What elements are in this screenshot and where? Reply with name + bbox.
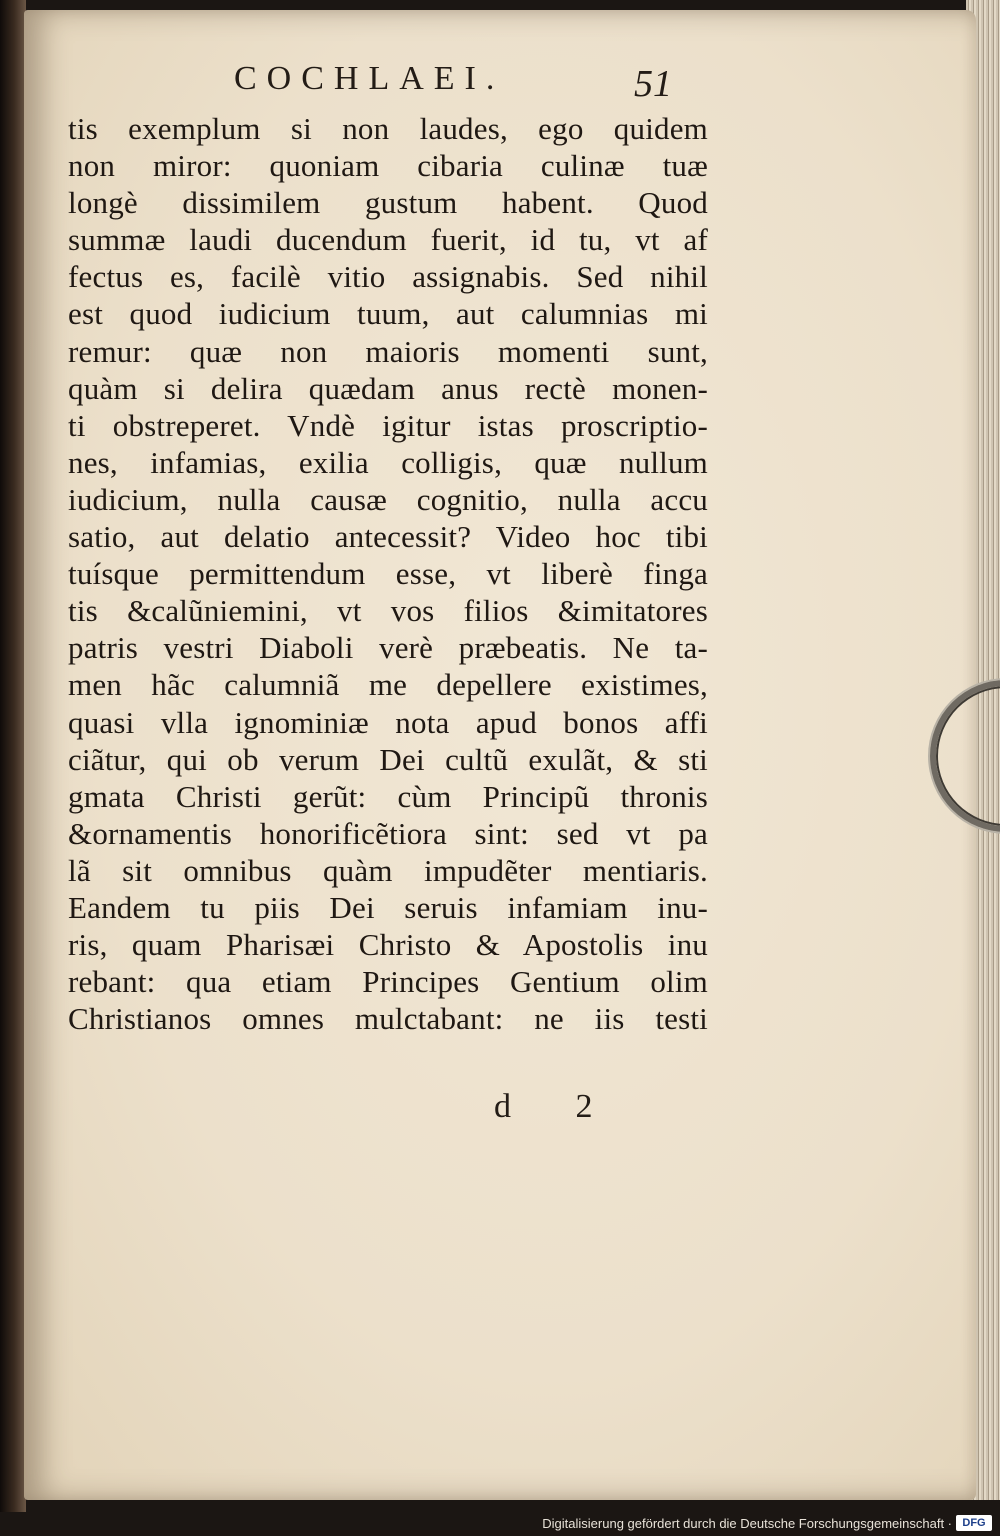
text-line: est quod iudicium tuum, aut calumnias mi [68, 296, 708, 332]
dfg-logo: DFG [956, 1515, 992, 1531]
signature-mark: d 2 [494, 1088, 621, 1125]
footer-bar [0, 1512, 1000, 1536]
text-line: iudicium, nulla causæ cognitio, nulla accu [68, 481, 708, 517]
text-line: ti obstreperet. Vndè igitur istas proscriptio- [68, 407, 708, 443]
page-number: 51 [634, 63, 672, 105]
text-line: tis exemplum si non laudes, ego quidem [68, 111, 708, 146]
text-line: patris vestri Diaboli verè præbeatis. Ne ta- [68, 630, 708, 666]
text-line: nes, infamias, exilia colligis, quæ nullum [68, 444, 708, 480]
text-line: tis &calũniemini, vt vos filios &imitatores [68, 593, 708, 629]
book-spine [0, 0, 26, 1536]
text-line: Christianos omnes mulctabant: ne iis testi [68, 1001, 708, 1037]
text-line: quasi vlla ignominiæ nota apud bonos affi [68, 704, 708, 740]
text-line: remur: quæ non maioris momenti sunt, [68, 333, 708, 369]
text-line: longè dissimilem gustum habent. Quod [68, 185, 708, 221]
footer-credit: Digitalisierung gefördert durch die Deutsche Forschungsgemeinschaft · [542, 1516, 952, 1531]
body-text [68, 110, 708, 1037]
text-line: ciãtur, qui ob verum Dei cultũ exulãt, & sti [68, 741, 708, 777]
text-line: ris, quam Pharisæi Christo & Apostolis inu [68, 927, 708, 963]
text-line: tuísque permittendum esse, vt liberè finga [68, 556, 708, 592]
text-line: non miror: quoniam cibaria culinæ tuæ [68, 148, 708, 184]
running-head [214, 54, 734, 110]
text-line: satio, aut delatio antecessit? Video hoc tibi [68, 519, 708, 555]
text-line: rebant: qua etiam Principes Gentium olim [68, 964, 708, 1000]
text-line: men hãc calumniã me depellere existimes, [68, 667, 708, 703]
text-line: lã sit omnibus quàm impudẽter mentiaris. [68, 852, 708, 888]
book-page [24, 10, 976, 1500]
text-line: &ornamentis honorificẽtiora sint: sed vt pa [68, 815, 708, 851]
text-line: gmata Christi gerũt: cùm Principũ thronis [68, 778, 708, 814]
text-line: quàm si delira quædam anus rectè monen- [68, 370, 708, 406]
running-head-title: COCHLAEI. [234, 60, 505, 97]
text-line: summæ laudi ducendum fuerit, id tu, vt af [68, 222, 708, 258]
text-line: fectus es, facilè vitio assignabis. Sed nihil [68, 259, 708, 295]
text-line: Eandem tu piis Dei seruis infamiam inu- [68, 889, 708, 925]
